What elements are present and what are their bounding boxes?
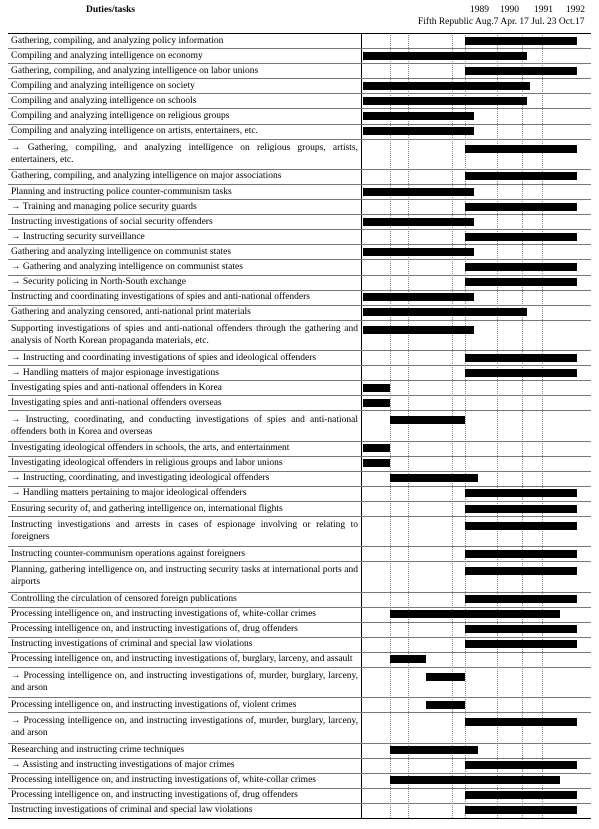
duration-bar: [465, 522, 577, 530]
row-divider: [8, 818, 591, 819]
duration-bar: [465, 67, 577, 75]
task-label: Gathering, compiling, and analyzing intelligence on major associations: [11, 171, 282, 182]
duration-bar: [465, 145, 577, 153]
row-divider: [8, 259, 591, 260]
duration-bar: [465, 505, 577, 513]
duration-bar: [363, 218, 474, 226]
duration-bar: [363, 52, 527, 60]
row-divider: [8, 516, 591, 517]
task-label: → Training and managing police security guards: [11, 201, 197, 212]
task-label: Instructing investigations of criminal and special law violations: [11, 805, 253, 816]
row-divider: [8, 667, 591, 668]
task-label: Instructing investigations and arrests in cases of espionage involving or relating to foreigners: [11, 520, 358, 543]
duration-bar: [465, 278, 577, 286]
duration-bar: [363, 127, 474, 135]
duration-bar: [465, 233, 577, 241]
duration-bar: [465, 761, 577, 769]
duration-bar: [465, 550, 577, 558]
task-label: → Instructing, coordinating, and investigating ideological offenders: [11, 473, 270, 484]
task-label: → Gathering and analyzing intelligence on communist states: [11, 261, 243, 272]
task-label: Compiling and analyzing intelligence on religious groups: [11, 111, 230, 122]
task-label: → Instructing, coordinating, and conducting investigations of spies and anti-national offenders both in Korea and overseas: [11, 414, 358, 437]
task-label: → Processing intelligence on, and instructing investigations of, murder, burglary, larceny, and arson: [11, 671, 358, 694]
duration-bar: [465, 567, 577, 575]
duration-bar: [465, 37, 577, 45]
duration-bar: [363, 384, 390, 392]
task-label: Investigating ideological offenders in religious groups and labor unions: [11, 458, 283, 469]
duration-bar: [390, 416, 466, 424]
period-marks-line: Fifth Republic Aug.7 Apr. 17 Jul. 23 Oct.17: [418, 17, 585, 27]
task-label: Researching and instructing crime techniques: [11, 745, 185, 756]
task-label: Controlling the circulation of censored foreign publications: [11, 594, 237, 605]
duration-bar: [390, 474, 478, 482]
row-divider: [8, 712, 591, 713]
task-label: Investigating spies and anti-national offenders in Korea: [11, 382, 222, 393]
duration-bar: [465, 263, 577, 271]
duration-bar: [390, 776, 560, 784]
task-label: → Security policing in North-South exchange: [11, 277, 186, 288]
task-label: Investigating spies and anti-national offenders overseas: [11, 397, 222, 408]
year-label-1990: 1990: [500, 5, 519, 15]
duration-bar: [363, 293, 474, 301]
task-label: Supporting investigations of spies and anti-national offenders through the gathering and analysis of North Korean propaganda materials, etc.: [11, 323, 358, 346]
row-divider: [8, 244, 591, 245]
task-label: Instructing investigations of social security offenders: [11, 216, 213, 227]
row-divider: [8, 108, 591, 109]
row-divider: [8, 139, 591, 140]
duration-bar: [363, 97, 527, 105]
task-label: Instructing investigations of criminal and special law violations: [11, 639, 253, 650]
task-label: Planning, gathering intelligence on, and instructing security tasks at international ports and airports: [11, 565, 358, 588]
task-label: → Handling matters pertaining to major ideological offenders: [11, 488, 247, 499]
duration-bar: [363, 248, 474, 256]
task-label: Processing intelligence on, and instructing investigations of, violent crimes: [11, 699, 297, 710]
task-label: Gathering, compiling, and analyzing policy information: [11, 35, 224, 46]
task-label: → Instructing security surveillance: [11, 231, 145, 242]
time-gridline: [408, 33, 409, 818]
task-label: Ensuring security of, and gathering intelligence on, international flights: [11, 503, 283, 514]
task-label: Gathering and analyzing intelligence on communist states: [11, 246, 232, 257]
time-gridline: [390, 33, 391, 818]
duration-bar: [363, 188, 474, 196]
duration-bar: [465, 369, 577, 377]
duration-bar: [390, 610, 560, 618]
task-label: → Assisting and instructing investigations of major crimes: [11, 760, 235, 771]
duration-bar: [465, 806, 577, 814]
row-divider: [8, 93, 591, 94]
duration-bar: [363, 112, 474, 120]
task-label: Processing intelligence on, and instructing investigations of, white-collar crimes: [11, 775, 316, 786]
task-label: Processing intelligence on, and instructing investigations of, drug offenders: [11, 790, 298, 801]
column-divider: [361, 33, 362, 818]
row-divider: [8, 561, 591, 562]
duration-bar: [465, 595, 577, 603]
duration-bar: [390, 746, 478, 754]
task-label: Processing intelligence on, and instructing investigations of, white-collar crimes: [11, 609, 316, 620]
duration-bar: [465, 640, 577, 648]
row-divider: [8, 320, 591, 321]
duration-bar: [465, 354, 577, 362]
task-label: Gathering, compiling, and analyzing intelligence on labor unions: [11, 65, 259, 76]
row-divider: [8, 410, 591, 411]
duration-bar: [363, 326, 474, 334]
duration-bar: [465, 203, 577, 211]
task-label: Instructing and coordinating investigations of spies and anti-national offenders: [11, 292, 311, 303]
duration-bar: [465, 791, 577, 799]
task-label: Instructing counter-communism operations against foreigners: [11, 548, 246, 559]
task-label: Processing intelligence on, and instructing investigations of, burglary, larceny, and assault: [11, 654, 353, 665]
task-label: → Processing intelligence on, and instructing investigations of, murder, burglary, larceny, and arson: [11, 716, 358, 739]
duration-bar: [363, 399, 390, 407]
task-label: Processing intelligence on, and instructing investigations of, drug offenders: [11, 624, 298, 635]
year-label-1989: 1989: [470, 5, 489, 15]
task-label: → Handling matters of major espionage investigations: [11, 367, 219, 378]
task-label: Planning and instructing police counter-communism tasks: [11, 186, 232, 197]
year-label-1991: 1991: [534, 5, 553, 15]
duration-bar: [426, 673, 465, 681]
duration-bar: [465, 718, 577, 726]
duties-column-header: Duties/tasks: [86, 5, 136, 15]
duration-bar: [426, 701, 465, 709]
duration-bar: [465, 172, 577, 180]
task-label: Compiling and analyzing intelligence on schools: [11, 95, 197, 106]
duration-bar: [465, 625, 577, 633]
duration-bar: [390, 655, 426, 663]
task-label: Compiling and analyzing intelligence on economy: [11, 50, 203, 61]
task-label: → Instructing and coordinating investigations of spies and ideological offenders: [11, 352, 317, 363]
year-label-1992: 1992: [566, 5, 585, 15]
row-divider: [8, 395, 591, 396]
duration-bar: [363, 459, 390, 467]
task-label: Gathering and analyzing censored, anti-national print materials: [11, 307, 251, 318]
duration-bar: [363, 82, 530, 90]
duration-bar: [465, 489, 577, 497]
task-label: Compiling and analyzing intelligence on society: [11, 80, 195, 91]
duration-bar: [363, 444, 390, 452]
duration-bar: [363, 308, 527, 316]
task-label: Investigating ideological offenders in schools, the arts, and entertainment: [11, 443, 290, 454]
task-label: → Gathering, compiling, and analyzing intelligence on religious groups, artists, entertainers, etc.: [11, 142, 358, 165]
task-label: Compiling and analyzing intelligence on artists, entertainers, etc.: [11, 126, 258, 137]
